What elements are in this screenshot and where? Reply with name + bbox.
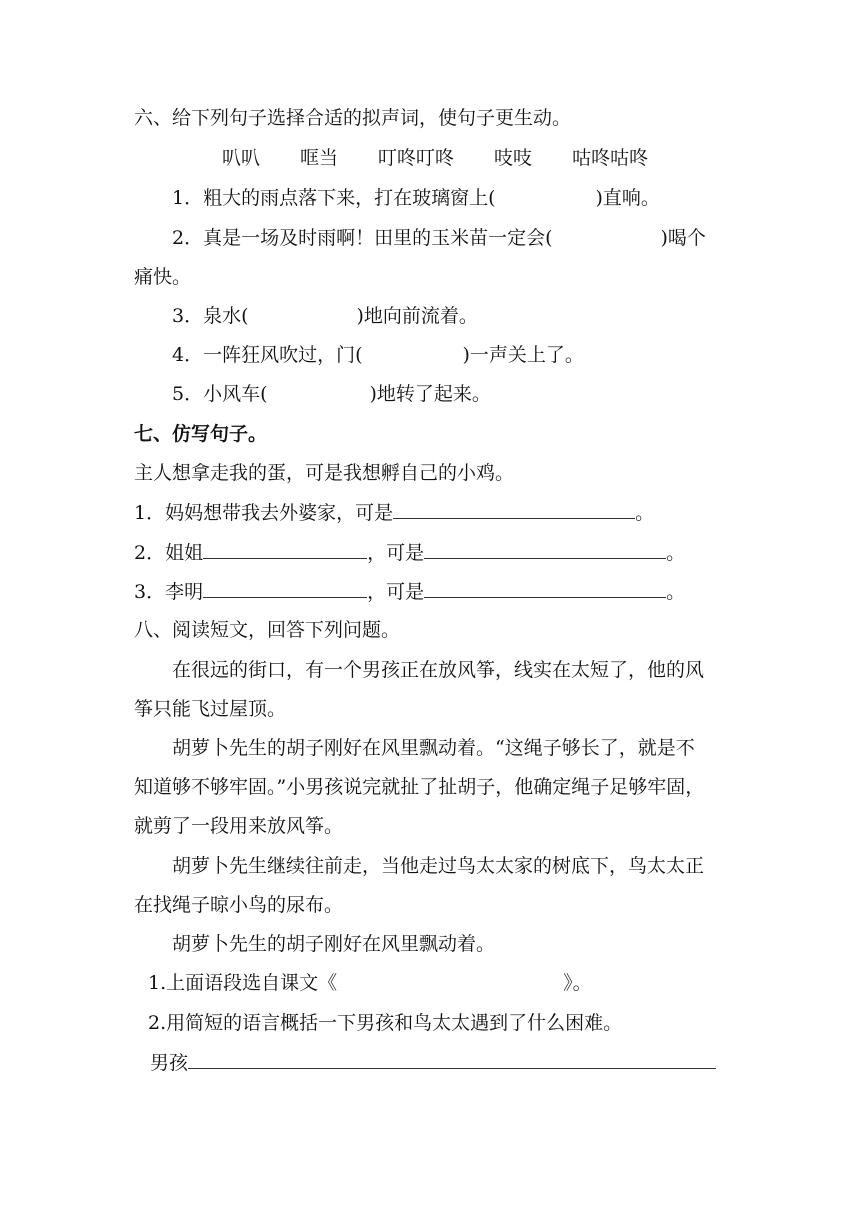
s6-question-5: 5．小风车( )地转了起来。 bbox=[172, 383, 491, 405]
section6-heading: 六、给下列句子选择合适的拟声词，使句子更生动。 bbox=[134, 107, 572, 129]
s6-question-4: 4．一阵狂风吹过，门( )一声关上了。 bbox=[172, 344, 584, 366]
passage-paragraph-2-cont: 知道够不够牢固。”小男孩说完就扯了扯胡子，他确定绳子足够牢固， bbox=[134, 776, 705, 798]
s8-question-2: 2.用简短的语言概括一下男孩和鸟太太遇到了什么困难。 bbox=[148, 1012, 623, 1034]
word-option: 吱吱 bbox=[494, 147, 533, 169]
passage-paragraph-1: 在很远的街口，有一个男孩正在放风筝，线实在太短了，他的风 bbox=[172, 659, 705, 681]
onomatopoeia-word-bank bbox=[222, 146, 648, 170]
boy-label: 男孩 bbox=[150, 1052, 189, 1074]
answer-line[interactable] bbox=[203, 579, 367, 598]
s6-question-3: 3．泉水( )地向前流着。 bbox=[172, 305, 478, 327]
s6-question-2-cont: 痛快。 bbox=[134, 266, 192, 288]
passage-paragraph-3-cont: 在找绳子晾小鸟的尿布。 bbox=[134, 894, 344, 916]
section7-heading: 七、仿写句子。 bbox=[134, 423, 268, 445]
s7-question-3: 3．李明 ，可是 。 bbox=[134, 581, 686, 603]
s6-question-1: 1．粗大的雨点落下来，打在玻璃窗上( )直响。 bbox=[172, 187, 660, 209]
passage-paragraph-1-cont: 筝只能飞过屋顶。 bbox=[134, 698, 287, 720]
section8-heading: 八、阅读短文，回答下列问题。 bbox=[134, 619, 401, 641]
answer-line[interactable] bbox=[203, 540, 367, 559]
answer-line[interactable] bbox=[424, 540, 666, 559]
answer-line[interactable] bbox=[393, 500, 635, 519]
s8-question-1: 1.上面语段选自课文《 》。 bbox=[148, 972, 592, 994]
s6-question-2: 2．真是一场及时雨啊！田里的玉米苗一定会( )喝个 bbox=[172, 227, 706, 249]
passage-paragraph-2-cont: 就剪了一段用来放风筝。 bbox=[134, 815, 344, 837]
s7-question-1: 1．妈妈想带我去外婆家，可是 。 bbox=[134, 502, 655, 524]
word-option: 叭叭 bbox=[222, 147, 261, 169]
s7-question-2: 2．姐姐 ，可是 。 bbox=[134, 542, 686, 564]
s7-example-sentence: 主人想拿走我的蛋，可是我想孵自己的小鸡。 bbox=[134, 462, 515, 484]
word-option: 咕咚咕咚 bbox=[572, 147, 649, 169]
answer-line[interactable] bbox=[188, 1050, 716, 1069]
passage-paragraph-4: 胡萝卜先生的胡子刚好在风里飘动着。 bbox=[172, 933, 496, 955]
word-option: 叮咚叮咚 bbox=[378, 147, 455, 169]
word-option: 哐当 bbox=[300, 147, 339, 169]
answer-line[interactable] bbox=[424, 579, 666, 598]
passage-paragraph-3: 胡萝卜先生继续往前走，当他走过鸟太太家的树底下，鸟太太正 bbox=[172, 855, 705, 877]
passage-paragraph-2: 胡萝卜先生的胡子刚好在风里飘动着。“这绳子够长了，就是不 bbox=[172, 737, 695, 759]
s8-answer-boy bbox=[150, 1050, 716, 1075]
